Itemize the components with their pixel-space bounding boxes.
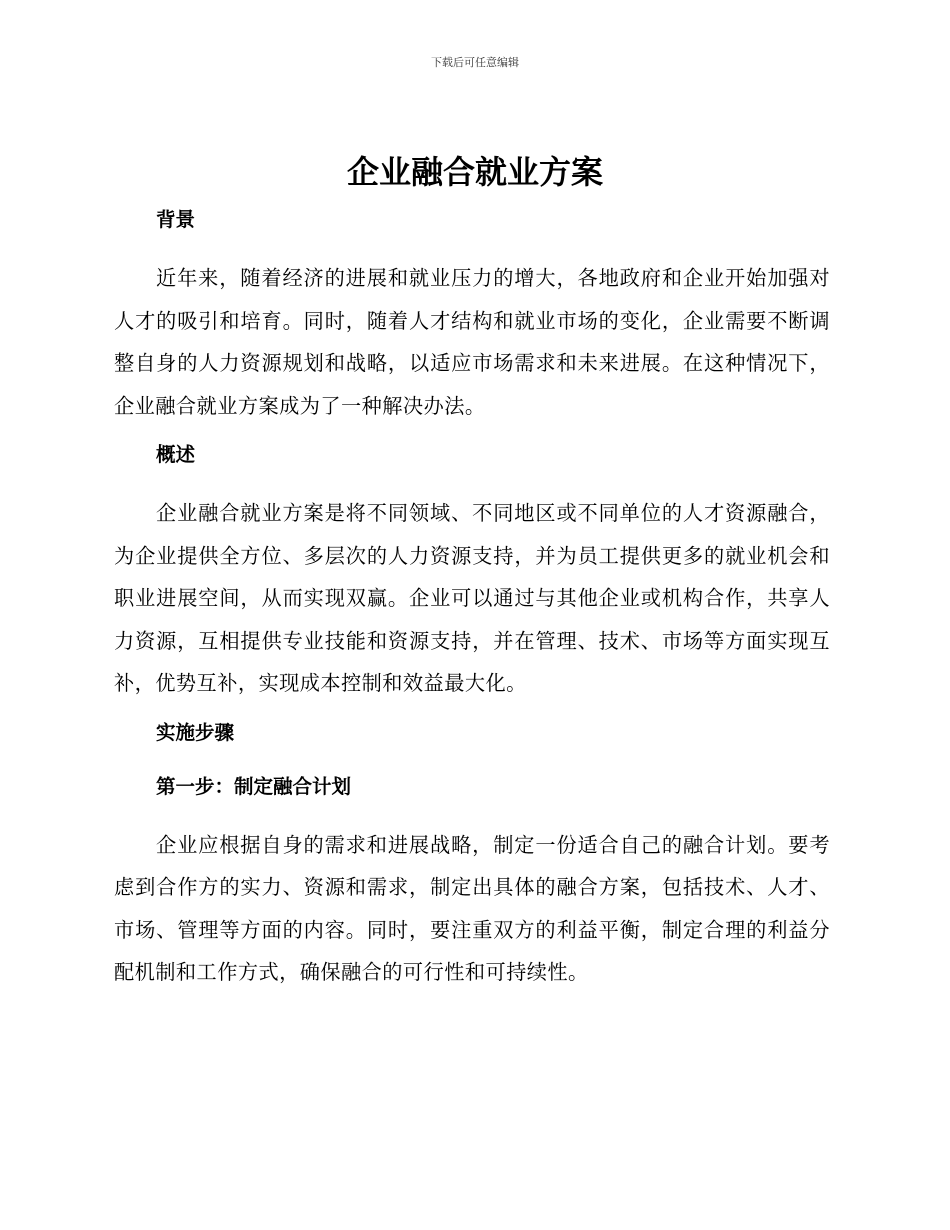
document-title: 企业融合就业方案 [346,153,603,191]
section-heading-implementation-steps: 实施步骤 [156,720,235,744]
section-heading-step-one: 第一步：制定融合计划 [156,774,352,798]
section-paragraph-background: 近年来，随着经济的进展和就业压力的增大，各地政府和企业开始加强对人才的吸引和培育。同时，随着人才结构和就业市场的变化，企业需要不断调整自身的人力资源规划和战略，以适应市场需求和未来进展。在这种情况下，企业融合就业方案成为了一种解决办法。 [114,266,830,418]
page-header-note: 下载后可任意编辑 [431,56,519,69]
section-paragraph-overview: 企业融合就业方案是将不同领域、不同地区或不同单位的人才资源融合，为企业提供全方位、多层次的人力资源支持，并为员工提供更多的就业机会和职业进展空间，从而实现双赢。企业可以通过与其他企业或机构合作，共享人力资源，互相提供专业技能和资源支持，并在管理、技术、市场等方面实现互补，优势互补，实现成本控制和效益最大化。 [114,501,830,695]
section-heading-overview: 概述 [156,443,196,466]
document-body [114,203,830,1005]
section-heading-background: 背景 [156,208,196,231]
section-paragraph-step-one: 企业应根据自身的需求和进展战略，制定一份适合自己的融合计划。要考虑到合作方的实力、资源和需求，制定出具体的融合方案，包括技术、人才、市场、管理等方面的内容。同时，要注重双方的利益平衡，制定合理的利益分配机制和工作方式，确保融合的可行性和可持续性。 [114,832,830,984]
